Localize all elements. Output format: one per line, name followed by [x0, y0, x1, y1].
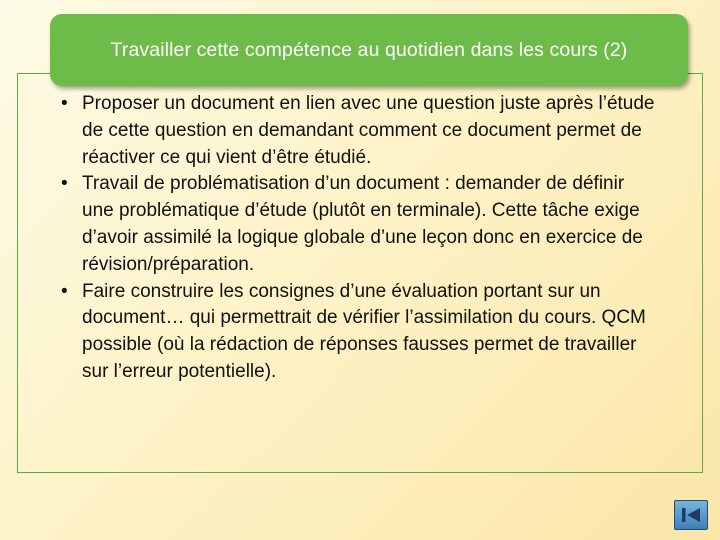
- slide-title: [50, 14, 688, 86]
- bullet-text: Faire construire les consignes d’une évaluation portant sur un document… qui permettrait de vérifier l’assimilation du cours. QCM possible (où la rédaction de réponses fausses permet de travailler sur l’erreur potentielle).: [82, 280, 646, 382]
- bullet-text: Travail de problématisation d’un document : demander de définir une problématique d’étude (plutôt en terminale). Cette tâche exige d’avoir assimilé la logique globale d’une leçon donc en exercice de révision/préparation.: [82, 173, 643, 275]
- slide-title-text: Travailler cette compétence au quotidien dans les cours (2): [110, 38, 628, 61]
- bullet-dot: •: [61, 93, 68, 114]
- bullet-dot: •: [61, 173, 68, 195]
- bullet-item: [58, 171, 658, 278]
- skip-back-icon: [680, 506, 702, 524]
- bullet-item: [58, 91, 658, 171]
- bullet-text: Proposer un document en lien avec une question juste après l’étude de cette question en demandant comment ce document permet de réactiver ce qui vient d’être étudié.: [82, 93, 655, 168]
- bullet-list: [58, 91, 658, 386]
- first-slide-button[interactable]: [674, 500, 708, 530]
- bullet-dot: •: [61, 280, 68, 302]
- bullet-item: [58, 279, 658, 386]
